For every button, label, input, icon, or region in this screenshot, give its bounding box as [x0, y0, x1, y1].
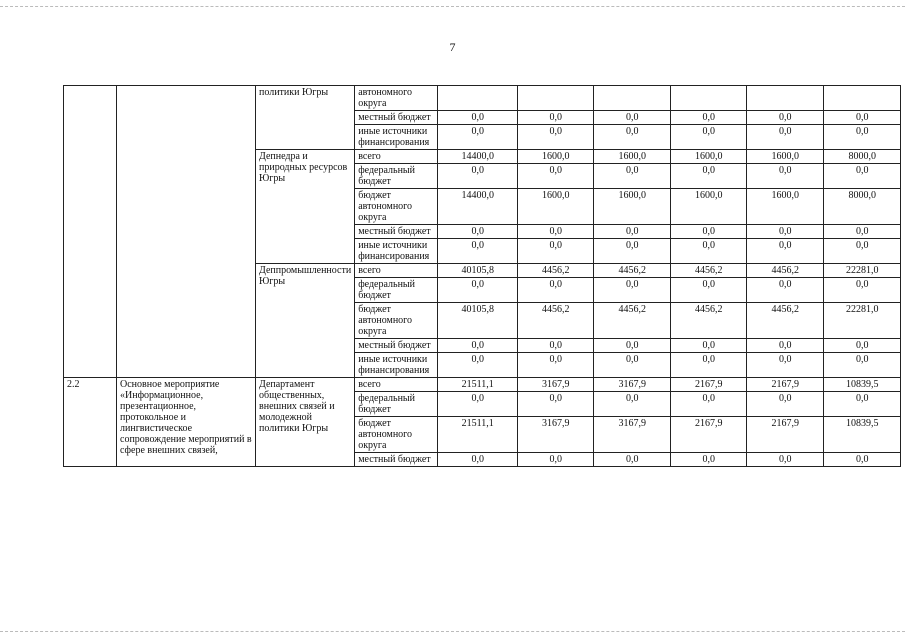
funding-source-cell: федеральный бюджет: [355, 278, 438, 303]
funding-source-cell: иные источники финансирования: [355, 353, 438, 378]
value-cell: 0,0: [824, 239, 901, 264]
value-cell: 0,0: [518, 164, 594, 189]
value-cell: 0,0: [824, 164, 901, 189]
value-cell: 14400,0: [438, 189, 518, 225]
value-cell: 0,0: [594, 392, 671, 417]
value-cell: 21511,1: [438, 417, 518, 453]
value-cell: 0,0: [518, 339, 594, 353]
value-cell: [671, 86, 747, 111]
value-cell: 0,0: [747, 225, 824, 239]
value-cell: 40105,8: [438, 303, 518, 339]
value-cell: 3167,9: [594, 417, 671, 453]
value-cell: 1600,0: [594, 150, 671, 164]
funding-source-cell: автономного округа: [355, 86, 438, 111]
value-cell: 0,0: [671, 111, 747, 125]
value-cell: 3167,9: [518, 417, 594, 453]
value-cell: 0,0: [518, 111, 594, 125]
value-cell: 0,0: [594, 339, 671, 353]
funding-source-cell: местный бюджет: [355, 453, 438, 467]
value-cell: 10839,5: [824, 378, 901, 392]
value-cell: 2167,9: [671, 378, 747, 392]
value-cell: 0,0: [747, 453, 824, 467]
value-cell: 22281,0: [824, 303, 901, 339]
value-cell: 0,0: [438, 239, 518, 264]
value-cell: 10839,5: [824, 417, 901, 453]
value-cell: 0,0: [671, 392, 747, 417]
funding-source-cell: бюджет автономного округа: [355, 417, 438, 453]
value-cell: 0,0: [518, 453, 594, 467]
row-number-cell: 2.2: [64, 378, 117, 467]
funding-source-cell: местный бюджет: [355, 339, 438, 353]
value-cell: [518, 86, 594, 111]
funding-source-cell: федеральный бюджет: [355, 392, 438, 417]
value-cell: 0,0: [438, 125, 518, 150]
value-cell: [438, 86, 518, 111]
value-cell: 0,0: [824, 225, 901, 239]
value-cell: 21511,1: [438, 378, 518, 392]
funding-source-cell: федеральный бюджет: [355, 164, 438, 189]
value-cell: 1600,0: [671, 189, 747, 225]
value-cell: 0,0: [594, 453, 671, 467]
value-cell: 0,0: [594, 225, 671, 239]
value-cell: 0,0: [671, 239, 747, 264]
value-cell: 4456,2: [671, 303, 747, 339]
value-cell: 0,0: [594, 353, 671, 378]
value-cell: 4456,2: [518, 303, 594, 339]
value-cell: 0,0: [671, 278, 747, 303]
funding-source-cell: всего: [355, 378, 438, 392]
value-cell: 3167,9: [518, 378, 594, 392]
scan-edge-bottom: [0, 631, 905, 632]
value-cell: 0,0: [824, 278, 901, 303]
value-cell: 0,0: [671, 225, 747, 239]
value-cell: [747, 86, 824, 111]
value-cell: 0,0: [518, 225, 594, 239]
value-cell: 1600,0: [594, 189, 671, 225]
value-cell: 4456,2: [594, 303, 671, 339]
value-cell: 0,0: [518, 278, 594, 303]
value-cell: 1600,0: [747, 150, 824, 164]
value-cell: 0,0: [518, 392, 594, 417]
value-cell: 0,0: [747, 278, 824, 303]
value-cell: 0,0: [824, 111, 901, 125]
value-cell: 1600,0: [518, 189, 594, 225]
value-cell: 0,0: [594, 239, 671, 264]
value-cell: 0,0: [747, 339, 824, 353]
value-cell: 0,0: [438, 453, 518, 467]
value-cell: 40105,8: [438, 264, 518, 278]
value-cell: 0,0: [438, 278, 518, 303]
executor-cell: Департамент общественных, внешних связей и молодежной политики Югры: [256, 378, 355, 467]
value-cell: 0,0: [671, 125, 747, 150]
value-cell: 0,0: [747, 111, 824, 125]
funding-source-cell: иные источники финансирования: [355, 125, 438, 150]
value-cell: 4456,2: [671, 264, 747, 278]
value-cell: 0,0: [438, 339, 518, 353]
value-cell: 0,0: [747, 164, 824, 189]
value-cell: 8000,0: [824, 189, 901, 225]
value-cell: 0,0: [824, 125, 901, 150]
value-cell: 0,0: [594, 111, 671, 125]
executor-cell: Деппромышленности Югры: [256, 264, 355, 378]
table-row: [64, 86, 901, 111]
event-cell: Основное мероприятие «Информационное, презентационное, протокольное и лингвистическое сопровождение мероприятий в сфере внешних связей,: [117, 378, 256, 467]
value-cell: 14400,0: [438, 150, 518, 164]
table-row: [64, 378, 901, 392]
value-cell: [594, 86, 671, 111]
value-cell: 0,0: [671, 339, 747, 353]
budget-table: [63, 85, 901, 467]
value-cell: 0,0: [594, 125, 671, 150]
value-cell: 0,0: [438, 225, 518, 239]
funding-source-cell: всего: [355, 150, 438, 164]
value-cell: 0,0: [671, 453, 747, 467]
value-cell: 0,0: [747, 353, 824, 378]
value-cell: 0,0: [594, 278, 671, 303]
value-cell: 0,0: [518, 125, 594, 150]
value-cell: 0,0: [671, 353, 747, 378]
value-cell: 0,0: [824, 353, 901, 378]
value-cell: 1600,0: [671, 150, 747, 164]
funding-source-cell: бюджет автономного округа: [355, 189, 438, 225]
value-cell: 4456,2: [594, 264, 671, 278]
value-cell: 0,0: [438, 111, 518, 125]
value-cell: 2167,9: [747, 417, 824, 453]
row-number-cell: [64, 86, 117, 378]
value-cell: 2167,9: [671, 417, 747, 453]
value-cell: 0,0: [824, 339, 901, 353]
value-cell: 1600,0: [747, 189, 824, 225]
value-cell: 22281,0: [824, 264, 901, 278]
executor-cell: политики Югры: [256, 86, 355, 150]
funding-source-cell: бюджет автономного округа: [355, 303, 438, 339]
value-cell: 0,0: [438, 164, 518, 189]
funding-source-cell: иные источники финансирования: [355, 239, 438, 264]
value-cell: 0,0: [594, 164, 671, 189]
value-cell: 2167,9: [747, 378, 824, 392]
value-cell: 0,0: [747, 125, 824, 150]
value-cell: 0,0: [747, 392, 824, 417]
value-cell: 0,0: [438, 392, 518, 417]
page-number: 7: [449, 40, 456, 54]
value-cell: 4456,2: [747, 303, 824, 339]
value-cell: 4456,2: [747, 264, 824, 278]
value-cell: 0,0: [518, 353, 594, 378]
value-cell: [824, 86, 901, 111]
scan-edge-top: [0, 6, 905, 7]
value-cell: 0,0: [518, 239, 594, 264]
value-cell: 0,0: [824, 453, 901, 467]
value-cell: 0,0: [671, 164, 747, 189]
value-cell: 1600,0: [518, 150, 594, 164]
value-cell: 8000,0: [824, 150, 901, 164]
value-cell: 0,0: [747, 239, 824, 264]
event-cell: [117, 86, 256, 378]
value-cell: 4456,2: [518, 264, 594, 278]
value-cell: 0,0: [824, 392, 901, 417]
funding-source-cell: местный бюджет: [355, 225, 438, 239]
funding-source-cell: всего: [355, 264, 438, 278]
value-cell: 3167,9: [594, 378, 671, 392]
value-cell: 0,0: [438, 353, 518, 378]
executor-cell: Депнедра и природных ресурсов Югры: [256, 150, 355, 264]
funding-source-cell: местный бюджет: [355, 111, 438, 125]
